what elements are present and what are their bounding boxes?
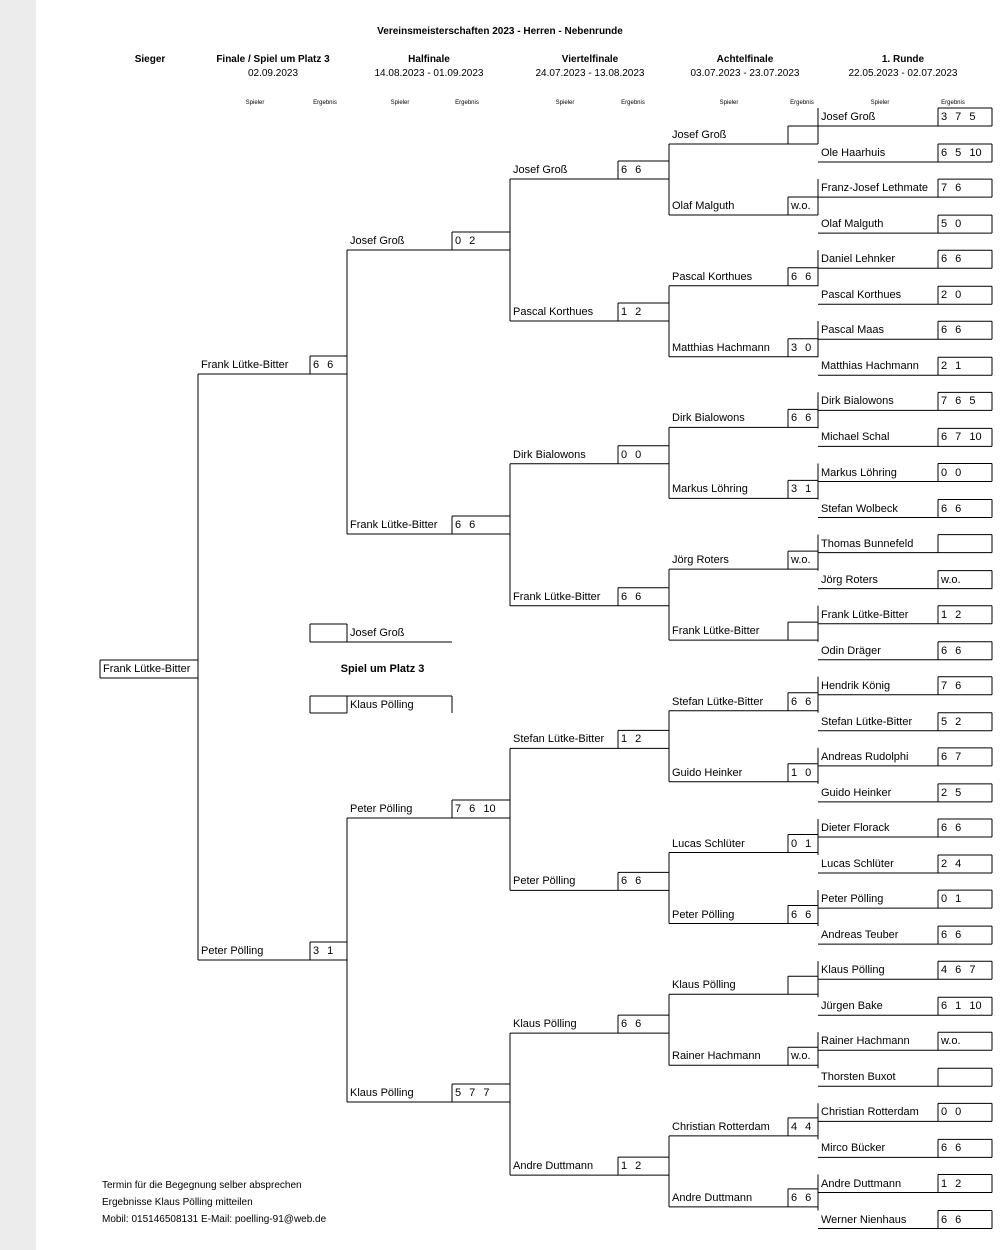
round-header: Viertelfinale (561, 54, 619, 65)
round-header: Finale / Spiel um Platz 3 (216, 54, 330, 65)
column-label-result: Ergebnis (941, 100, 965, 106)
round1-slot-result: 6 6 (941, 1213, 962, 1226)
round1-slot-result: 2 0 (941, 289, 962, 302)
quarterfinal-slot-result: 1 2 (621, 733, 642, 746)
round1-slot-result: 7 6 (941, 679, 962, 692)
column-label-result: Ergebnis (621, 100, 645, 106)
round1-slot-result: 6 1 10 (941, 1000, 982, 1013)
round16-slot-result: 3 0 (791, 341, 812, 354)
quarterfinal-slot-name: Josef Groß (513, 164, 568, 176)
round1-slot-name: Stefan Lütke-Bitter (821, 715, 913, 728)
round1-slot-result: 5 0 (941, 218, 962, 231)
round1-slot-name: Daniel Lehnker (821, 253, 895, 266)
final-slot-name: Peter Pölling (201, 945, 264, 957)
round1-slot-name: Dirk Bialowons (821, 395, 894, 408)
round1-slot-result: 6 6 (941, 1142, 962, 1155)
round1-slot-result: 4 6 7 (941, 964, 976, 977)
round16-slot-result: 6 6 (791, 412, 812, 425)
round16-slot-name: Rainer Hachmann (672, 1050, 761, 1063)
round16-slot-result: w.o. (791, 200, 811, 212)
round16-slot-name: Olaf Malguth (672, 200, 735, 212)
round16-slot-name: Frank Lütke-Bitter (672, 625, 760, 638)
quarterfinal-slot-result: 1 2 (621, 1160, 642, 1173)
round1-slot-name: Werner Nienhaus (821, 1213, 907, 1226)
third-place-label: Spiel um Platz 3 (340, 663, 425, 675)
round1-slot-name: Pascal Maas (821, 324, 884, 337)
round1-slot-name: Olaf Malguth (821, 218, 884, 231)
round16-slot-name: Jörg Roters (672, 554, 729, 567)
column-label-player: Spieler (245, 100, 265, 106)
semifinal-slot-name: Frank Lütke-Bitter (350, 519, 438, 531)
round1-slot-result: 6 6 (941, 929, 962, 942)
round1-slot-result: 6 6 (941, 822, 962, 834)
round16-slot-result: 4 4 (791, 1120, 812, 1133)
round1-slot-name: Ole Haarhuis (821, 147, 886, 159)
round1-slot-result: 2 5 (941, 786, 962, 799)
round16-slot-result: 6 6 (791, 1191, 812, 1204)
round1-slot-name: Markus Löhring (821, 466, 897, 479)
round16-slot-result: 3 1 (791, 483, 812, 496)
round1-slot-result: 6 7 (941, 750, 962, 763)
third-place-player-2: Klaus Pölling (350, 699, 414, 711)
round1-slot-result: 3 7 5 (941, 111, 976, 123)
round16-slot-result: 1 0 (791, 766, 812, 779)
round1-slot-name: Odin Dräger (821, 644, 881, 657)
round1-slot-name: Dieter Florack (821, 822, 890, 834)
round1-slot-name: Andreas Teuber (821, 929, 899, 942)
round1-slot-name: Andre Duttmann (821, 1177, 902, 1190)
round1-slot-name: Frank Lütke-Bitter (821, 608, 909, 621)
round1-slot-name: Pascal Korthues (821, 289, 902, 302)
round1-slot-name: Mirco Bücker (821, 1142, 886, 1155)
quarterfinal-slot-name: Pascal Korthues (513, 306, 594, 318)
round16-slot-name: Peter Pölling (672, 908, 735, 921)
semifinal-slot-result: 6 6 (455, 519, 476, 531)
third-place-player-1: Josef Groß (350, 627, 405, 639)
round1-slot-result: 2 4 (941, 858, 962, 870)
semifinal-slot-name: Klaus Pölling (350, 1087, 414, 1099)
round-dates: 02.09.2023 (247, 68, 299, 79)
round-dates: 14.08.2023 - 01.09.2023 (374, 68, 484, 79)
round16-slot-name: Dirk Bialowons (672, 412, 745, 425)
quarterfinal-slot-result: 6 6 (621, 875, 642, 888)
round1-slot-result: 0 1 (941, 893, 962, 906)
round1-slot-name: Klaus Pölling (821, 964, 885, 977)
column-label-player: Spieler (719, 100, 739, 106)
round16-slot-name: Christian Rotterdam (672, 1120, 770, 1133)
round-dates: 03.07.2023 - 23.07.2023 (690, 68, 800, 79)
semifinal-slot-result: 0 2 (455, 235, 476, 247)
column-label-result: Ergebnis (313, 100, 337, 106)
quarterfinal-slot-result: 6 6 (621, 1018, 642, 1031)
round1-slot-result: 6 6 (941, 253, 962, 266)
round16-slot-name: Pascal Korthues (672, 270, 753, 283)
page-title: Vereinsmeisterschaften 2023 - Herren - Nebenrunde (377, 26, 623, 37)
quarterfinal-slot-name: Dirk Bialowons (513, 448, 586, 461)
round16-slot-name: Guido Heinker (672, 766, 743, 779)
round1-slot-result: 0 0 (941, 1106, 962, 1119)
round16-slot-name: Markus Löhring (672, 483, 748, 496)
round1-slot-result: w.o. (941, 573, 961, 586)
quarterfinal-slot-name: Andre Duttmann (513, 1160, 594, 1173)
round1-slot-result: 5 2 (941, 715, 962, 728)
round16-slot-result: 0 1 (791, 837, 812, 850)
semifinal-slot-result: 7 6 10 (455, 803, 496, 815)
column-label-player: Spieler (390, 100, 410, 106)
round16-slot-name: Matthias Hachmann (672, 341, 770, 354)
round1-slot-name: Thorsten Buxot (821, 1071, 896, 1084)
round1-slot-result: 6 7 10 (941, 431, 982, 444)
round1-slot-result: 1 2 (941, 1177, 962, 1190)
round1-slot-result: 2 1 (941, 360, 962, 373)
column-label-result: Ergebnis (455, 100, 479, 106)
quarterfinal-slot-result: 1 2 (621, 306, 642, 318)
round1-slot-name: Stefan Wolbeck (821, 502, 898, 515)
round1-slot-name: Guido Heinker (821, 786, 892, 799)
round16-slot-result: 6 6 (791, 908, 812, 921)
quarterfinal-slot-result: 0 0 (621, 448, 642, 461)
round1-slot-result: 6 6 (941, 502, 962, 515)
round1-slot-name: Rainer Hachmann (821, 1035, 910, 1048)
round-header: Achtelfinale (716, 54, 774, 65)
round16-slot-name: Andre Duttmann (672, 1191, 753, 1204)
round1-slot-name: Matthias Hachmann (821, 360, 919, 373)
round1-slot-result: 6 6 (941, 324, 962, 337)
final-slot-name: Frank Lütke-Bitter (201, 359, 289, 371)
round16-slot-result: 6 6 (791, 695, 812, 708)
round1-slot-name: Thomas Bunnefeld (821, 537, 914, 550)
round16-slot-result: w.o. (791, 554, 811, 567)
round16-slot-name: Josef Groß (672, 129, 727, 141)
round-header: 1. Runde (881, 54, 925, 65)
footer-line: Ergebnisse Klaus Pölling mitteilen (102, 1197, 253, 1208)
round1-slot-name: Jürgen Bake (821, 1000, 883, 1013)
footer-line: Mobil: 015146508131 E-Mail: poelling-91@web.de (102, 1214, 327, 1225)
final-slot-result: 6 6 (313, 359, 334, 371)
round-header: Sieger (134, 54, 166, 65)
round1-slot-result: 6 5 10 (941, 147, 982, 159)
semifinal-slot-name: Josef Groß (350, 235, 405, 247)
quarterfinal-slot-result: 6 6 (621, 590, 642, 603)
round16-slot-name: Stefan Lütke-Bitter (672, 695, 764, 708)
round-dates: 24.07.2023 - 13.08.2023 (535, 68, 645, 79)
round16-slot-result: w.o. (791, 1050, 811, 1063)
round1-slot-result: 6 6 (941, 644, 962, 657)
round1-slot-result: 1 2 (941, 608, 962, 621)
semifinal-slot-result: 5 7 7 (455, 1087, 490, 1099)
round1-slot-name: Lucas Schlüter (821, 858, 894, 870)
round1-slot-name: Christian Rotterdam (821, 1106, 919, 1119)
column-label-player: Spieler (870, 100, 890, 106)
round-dates: 22.05.2023 - 02.07.2023 (848, 68, 958, 79)
round1-slot-name: Andreas Rudolphi (821, 750, 909, 763)
quarterfinal-slot-name: Klaus Pölling (513, 1018, 577, 1031)
round1-slot-result: 7 6 5 (941, 395, 976, 408)
round-header: Halfinale (408, 54, 450, 65)
semifinal-slot-name: Peter Pölling (350, 803, 413, 815)
round1-slot-result: 7 6 (941, 182, 962, 195)
quarterfinal-slot-name: Stefan Lütke-Bitter (513, 733, 605, 746)
round16-slot-name: Klaus Pölling (672, 979, 736, 992)
winner-name: Frank Lütke-Bitter (103, 663, 191, 675)
round1-slot-name: Josef Groß (821, 111, 876, 123)
round1-slot-result: w.o. (941, 1035, 961, 1048)
round1-slot-name: Peter Pölling (821, 893, 884, 906)
final-slot-result: 3 1 (313, 945, 334, 957)
round16-slot-name: Lucas Schlüter (672, 837, 745, 850)
round16-slot-result: 6 6 (791, 270, 812, 283)
quarterfinal-slot-name: Frank Lütke-Bitter (513, 590, 601, 603)
round1-slot-name: Jörg Roters (821, 573, 878, 586)
footer-line: Termin für die Begegnung selber absprechen (102, 1180, 302, 1191)
quarterfinal-slot-result: 6 6 (621, 164, 642, 176)
column-label-player: Spieler (555, 100, 575, 106)
column-label-result: Ergebnis (790, 100, 814, 106)
round1-slot-name: Franz-Josef Lethmate (821, 182, 928, 195)
round1-slot-name: Hendrik König (821, 679, 891, 692)
round1-slot-result: 0 0 (941, 466, 962, 479)
round1-slot-name: Michael Schal (821, 431, 890, 444)
quarterfinal-slot-name: Peter Pölling (513, 875, 576, 888)
